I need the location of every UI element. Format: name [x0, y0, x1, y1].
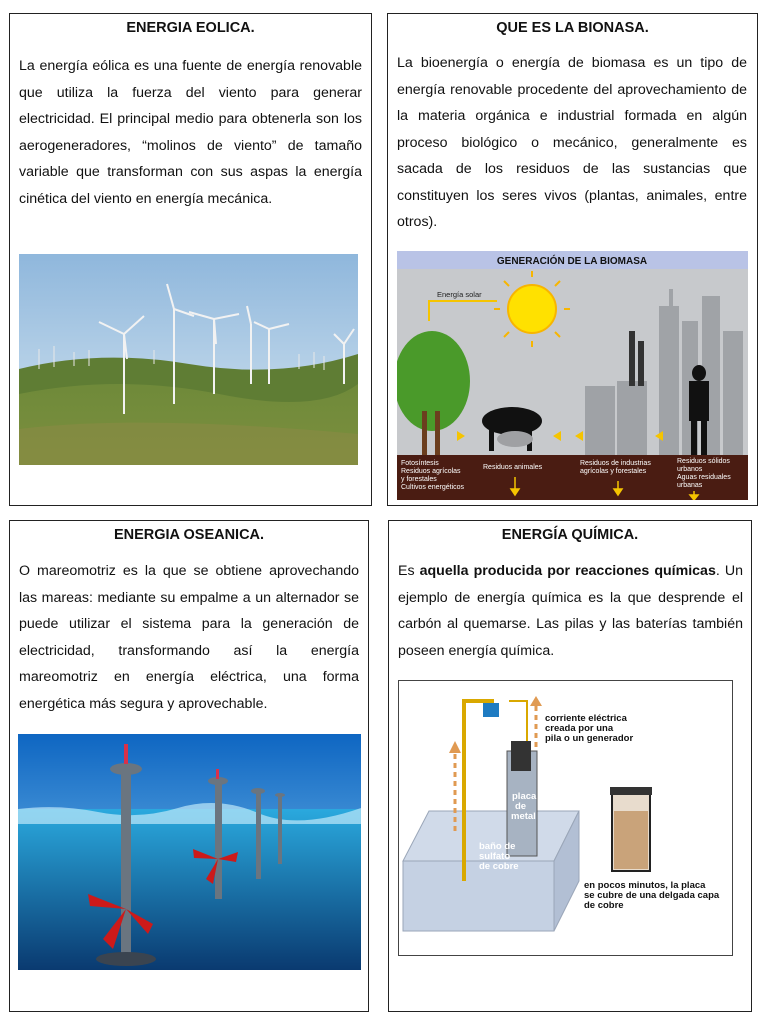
label-current-line1: corriente eléctrica — [545, 713, 627, 724]
label-current-line2: creada por una — [545, 723, 614, 734]
wind-farm-photo — [19, 254, 358, 465]
biomass-diagram-header: GENERACIÓN DE LA BIOMASA — [496, 256, 648, 267]
label-industry: Residuos de industrias agrícolas y forestales — [580, 460, 651, 475]
tidal-turbines-image — [18, 734, 361, 970]
label-current-line3: pila o un generador — [545, 733, 634, 744]
label-plate-line1: placa — [512, 791, 537, 802]
label-result-line1: en pocos minutos, la placa — [584, 880, 706, 891]
card-text — [398, 558, 743, 664]
electroplating-diagram — [398, 680, 733, 956]
label-plate-line2: de — [515, 801, 527, 812]
label-animals: Residuos animales — [483, 464, 543, 471]
card-text: O mareomotriz es la que se obtiene aprovechando las mareas: mediante su empalme a un alternador se puede utilizar el sistema para la generación de electricidad, transformando así la energía mareomotriz en energía eléctrica, una forma energética más segura y aprovechable. — [19, 563, 359, 712]
card-title: ENERGIA OSEANICA. — [113, 527, 265, 543]
card-title: QUE ES LA BIONASA. — [496, 20, 649, 36]
sun-label: Energía solar — [437, 290, 482, 299]
label-bath-line1: baño de — [479, 841, 516, 852]
label-plants: Fotosíntesis Residuos agrícolas y forestales Cultivos energéticos — [401, 460, 465, 491]
card-energia-quimica — [388, 520, 752, 1012]
card-energia-oseanica — [9, 520, 369, 1012]
card-title: ENERGIA EOLICA. — [126, 20, 255, 36]
label-plate-line3: metal — [511, 811, 536, 822]
text-bold: aquella producida por reacciones químicas — [419, 563, 716, 579]
card-biomasa — [387, 13, 758, 506]
label-bath-line2: sulfato — [479, 851, 511, 862]
card-text: La bioenergía o energía de biomasa es un tipo de energía renovable procedente del aprovechamiento de la materia orgánica e industrial formada en algún proceso biológico o mecánico, generalmente es sacada de los residuos de las sustancias que constituyen los seres vivos (plantas, animales, entre otros). — [397, 55, 747, 230]
label-result-line3: de cobre — [584, 900, 624, 911]
text-intro: Es — [398, 563, 420, 579]
label-bath-line3: de cobre — [479, 861, 519, 872]
card-energia-eolica — [9, 13, 372, 506]
card-title: ENERGÍA QUÍMICA. — [501, 527, 639, 543]
text-rest: . Un ejemplo de energía química es la que desprende el carbón al quemarse. Las pilas y las baterías también poseen energía química. — [398, 563, 743, 659]
biomass-diagram — [397, 251, 748, 500]
label-result-line2: se cubre de una delgada capa — [584, 890, 720, 901]
card-text: La energía eólica es una fuente de energía renovable que utiliza la fuerza del viento para generar electricidad. El principal medio para obtenerla son los aerogeneradores, “molinos de viento” de tamaño variable que transforman con sus aspas la energía cinética del viento en energía mecánica. — [19, 58, 362, 207]
label-urban: Residuos sólidos urbanos Aguas residuales urbanas — [677, 458, 731, 489]
